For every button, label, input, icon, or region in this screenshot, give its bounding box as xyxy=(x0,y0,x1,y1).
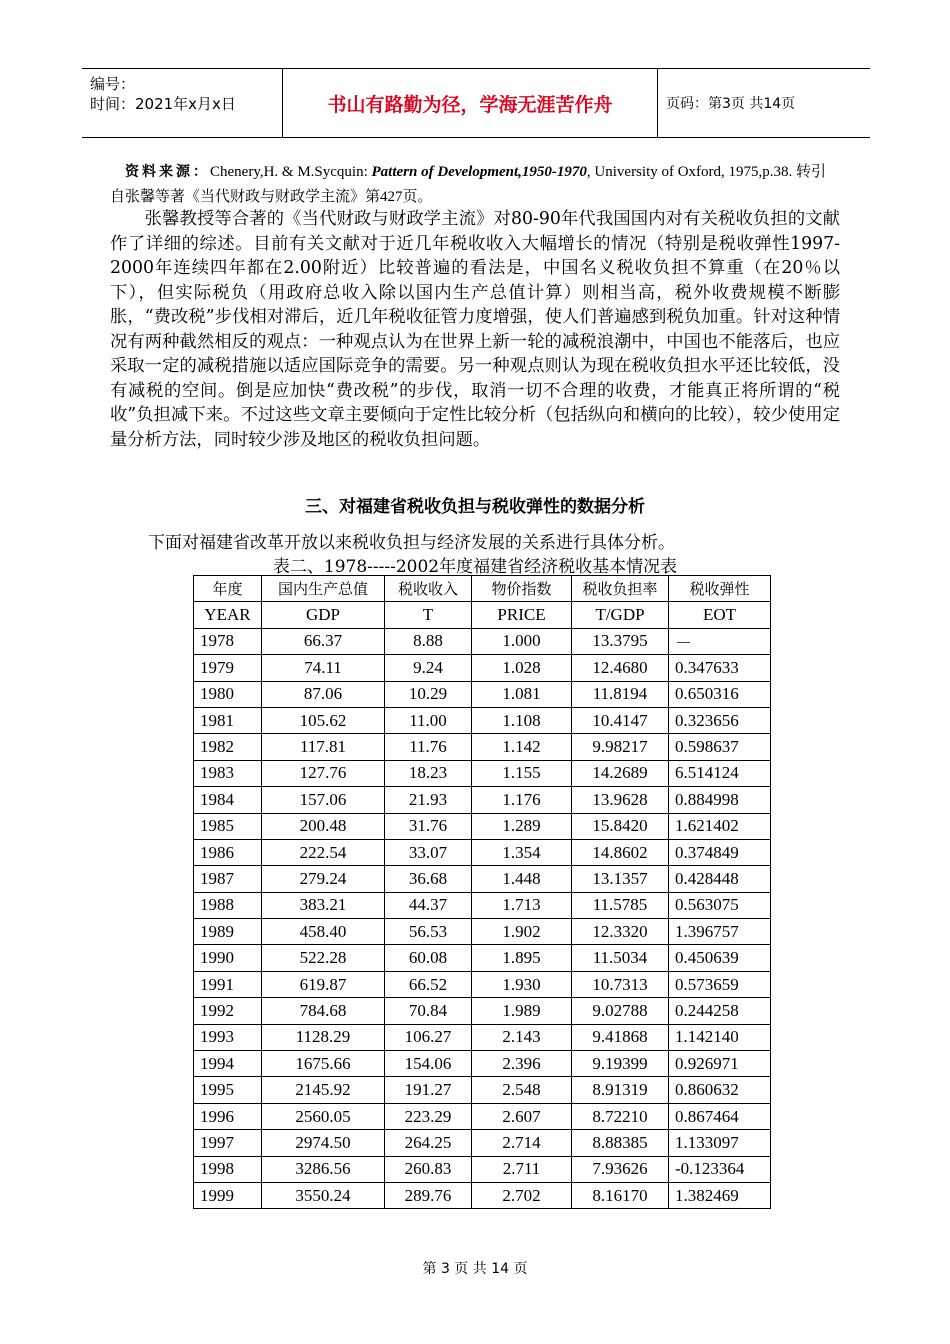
table-cell: 1.930 xyxy=(472,971,572,997)
table-cell: 0.563075 xyxy=(669,892,771,918)
table-row xyxy=(194,1103,771,1129)
table-cell: 0.598637 xyxy=(669,734,771,760)
table-cell: 87.06 xyxy=(262,681,385,707)
table-cell: 8.72210 xyxy=(572,1103,669,1129)
table-cell: 1.142140 xyxy=(669,1024,771,1050)
table-cell: 1.155 xyxy=(472,760,572,786)
table-cell: 2.143 xyxy=(472,1024,572,1050)
table-cell: 1990 xyxy=(194,945,262,971)
table-row xyxy=(194,919,771,945)
table-cell: 9.41868 xyxy=(572,1024,669,1050)
header-cell: 税收负担率 xyxy=(572,576,669,602)
table-cell: 1.289 xyxy=(472,813,572,839)
table-row xyxy=(194,839,771,865)
header-cell: 税收弹性 xyxy=(669,576,771,602)
table-cell: 74.11 xyxy=(262,655,385,681)
header-motto: 书山有路勤为径，学海无涯苦作舟 xyxy=(283,69,658,137)
table-cell: 1.142 xyxy=(472,734,572,760)
table-cell: 383.21 xyxy=(262,892,385,918)
table-cell: 10.4147 xyxy=(572,707,669,733)
table-cell: 1.133097 xyxy=(669,1130,771,1156)
table-cell: 522.28 xyxy=(262,945,385,971)
table-cell: 1.028 xyxy=(472,655,572,681)
table-cell: 1995 xyxy=(194,1077,262,1103)
table-cell: 2974.50 xyxy=(262,1130,385,1156)
table-cell: 127.76 xyxy=(262,760,385,786)
table-cell: 13.1357 xyxy=(572,866,669,892)
table-cell: 0.860632 xyxy=(669,1077,771,1103)
table-cell: 1.448 xyxy=(472,866,572,892)
table-cell: 60.08 xyxy=(385,945,472,971)
intro-text: 下面对福建省改革开放以来税收负担与经济发展的关系进行具体分析。 xyxy=(148,533,675,553)
table-cell: 9.19399 xyxy=(572,1051,669,1077)
table-cell: 1997 xyxy=(194,1130,262,1156)
table-cell: 56.53 xyxy=(385,919,472,945)
table-cell: 1982 xyxy=(194,734,262,760)
table-cell: 1.895 xyxy=(472,945,572,971)
section-title: 三、对福建省税收负担与税收弹性的数据分析 xyxy=(305,497,645,517)
table-cell: 10.7313 xyxy=(572,971,669,997)
table-cell: 0.323656 xyxy=(669,707,771,733)
table-cell: 2.607 xyxy=(472,1103,572,1129)
header-cell: 国内生产总值 xyxy=(262,576,385,602)
table-cell: 11.5034 xyxy=(572,945,669,971)
table-cell: 0.926971 xyxy=(669,1051,771,1077)
table-cell: 3550.24 xyxy=(262,1182,385,1208)
table-row xyxy=(194,1077,771,1103)
table-cell: 279.24 xyxy=(262,866,385,892)
table-cell: 8.88 xyxy=(385,628,472,654)
table-row xyxy=(194,734,771,760)
header-cell: EOT xyxy=(669,602,771,628)
table-cell: 1998 xyxy=(194,1156,262,1182)
table-cell: 18.23 xyxy=(385,760,472,786)
source-label: 资料来源： xyxy=(125,164,210,180)
table-cell: 14.2689 xyxy=(572,760,669,786)
table-cell: 1.081 xyxy=(472,681,572,707)
header-cell: T xyxy=(385,602,472,628)
table-cell: 11.8194 xyxy=(572,681,669,707)
source-rest: , University of Oxford, 1975,p.38. 转引自张馨等著《当代财政与财政学主流》第427页。 xyxy=(110,164,827,205)
header-cell: 物价指数 xyxy=(472,576,572,602)
table-cell: 9.24 xyxy=(385,655,472,681)
table-row xyxy=(194,892,771,918)
header-page-info: 页码：第3页 共14页 xyxy=(666,96,796,112)
table-cell: 13.3795 xyxy=(572,628,669,654)
table-cell: 1128.29 xyxy=(262,1024,385,1050)
body-paragraph: 张馨教授等合著的《当代财政与财政学主流》对80-90年代我国国内对有关税收负担的文献作了详细的综述。目前有关文献对于近几年税收收入大幅增长的情况（特别是税收弹性1997-2000年连续四年都在2.00附近）比较普遍的看法是，中国名义税收负担不算重（在20％以下），但实际税负（用政府总收入除以国内生产总值计算）则相当高，税外收费规模不断膨胀，“费改税”步伐相对滞后，近几年税收征管力度增强，使人们普遍感到税负加重。针对这种情况有两种截然相反的观点：一种观点认为在世界上新一轮的减税浪潮中，中国也不能落后，也应采取一定的减税措施以适应国际竞争的需要。另一种观点则认为现在税收负担水平还比较低，没有减税的空间。倒是应加快“费改税”的步伐，取消一切不合理的收费，才能真正将所谓的“税收”负担减下来。不过这些文章主要倾向于定性比较分析（包括纵向和横向的比较），较少使用定量分析方法，同时较少涉及地区的税收负担问题。 xyxy=(110,209,840,450)
table-cell: 1978 xyxy=(194,628,262,654)
table-cell: 2.396 xyxy=(472,1051,572,1077)
table-cell: 1984 xyxy=(194,787,262,813)
table-cell: 223.29 xyxy=(385,1103,472,1129)
table-cell: 13.9628 xyxy=(572,787,669,813)
table-header-en xyxy=(194,602,771,628)
table-cell: 70.84 xyxy=(385,998,472,1024)
table-cell: 14.8602 xyxy=(572,839,669,865)
table-cell: 12.4680 xyxy=(572,655,669,681)
header-meta xyxy=(82,69,283,137)
table-cell: 15.8420 xyxy=(572,813,669,839)
header-time: 时间：2021年x月x日 xyxy=(90,95,236,113)
table-cell: 3286.56 xyxy=(262,1156,385,1182)
table-cell: 33.07 xyxy=(385,839,472,865)
table-cell: 1.621402 xyxy=(669,813,771,839)
header-cell: 年度 xyxy=(194,576,262,602)
table-cell: 1986 xyxy=(194,839,262,865)
table-cell: 1996 xyxy=(194,1103,262,1129)
header-cell: PRICE xyxy=(472,602,572,628)
header-number: 编号： xyxy=(90,75,136,93)
table-row xyxy=(194,971,771,997)
table-body xyxy=(194,628,771,1209)
table-cell: 11.00 xyxy=(385,707,472,733)
table-cell: 2560.05 xyxy=(262,1103,385,1129)
table-cell: 66.37 xyxy=(262,628,385,654)
table-row xyxy=(194,681,771,707)
table-cell: 8.91319 xyxy=(572,1077,669,1103)
table-cell: 0.573659 xyxy=(669,971,771,997)
table-cell: 2.714 xyxy=(472,1130,572,1156)
source-authors: Chenery,H. & M.Sycquin: xyxy=(210,164,372,180)
table-cell: 260.83 xyxy=(385,1156,472,1182)
table-row xyxy=(194,628,771,654)
table-cell: 200.48 xyxy=(262,813,385,839)
table-cell: 0.450639 xyxy=(669,945,771,971)
table-cell: 10.29 xyxy=(385,681,472,707)
header-cell: GDP xyxy=(262,602,385,628)
table-cell: 1985 xyxy=(194,813,262,839)
table-cell: 1994 xyxy=(194,1051,262,1077)
tax-data-table xyxy=(193,575,771,1209)
table-cell: 784.68 xyxy=(262,998,385,1024)
table-cell: 1980 xyxy=(194,681,262,707)
table-caption: 表二、1978-----2002年度福建省经济税收基本情况表 xyxy=(272,557,678,577)
table-cell: 0.374849 xyxy=(669,839,771,865)
table-cell: 1992 xyxy=(194,998,262,1024)
table-cell: 1.713 xyxy=(472,892,572,918)
table-cell: 1981 xyxy=(194,707,262,733)
table-cell: 11.76 xyxy=(385,734,472,760)
table-cell: -0.123364 xyxy=(669,1156,771,1182)
table-cell: 66.52 xyxy=(385,971,472,997)
table-cell: 2.702 xyxy=(472,1182,572,1208)
table-cell: 0.244258 xyxy=(669,998,771,1024)
table-cell: 31.76 xyxy=(385,813,472,839)
table-cell: 157.06 xyxy=(262,787,385,813)
table-cell: 1999 xyxy=(194,1182,262,1208)
table-cell: 222.54 xyxy=(262,839,385,865)
table-row xyxy=(194,1182,771,1208)
table-row xyxy=(194,813,771,839)
header-cell: YEAR xyxy=(194,602,262,628)
table-cell: 1983 xyxy=(194,760,262,786)
table-cell: 11.5785 xyxy=(572,892,669,918)
table-cell: 7.93626 xyxy=(572,1156,669,1182)
table-row xyxy=(194,945,771,971)
table-header-cn xyxy=(194,576,771,602)
page-footer: 第 3 页 共 14 页 xyxy=(422,1261,528,1277)
table-row xyxy=(194,787,771,813)
table-cell: 264.25 xyxy=(385,1130,472,1156)
table-cell: 458.40 xyxy=(262,919,385,945)
table-cell: 1675.66 xyxy=(262,1051,385,1077)
table-cell: 8.88385 xyxy=(572,1130,669,1156)
table-cell: 9.98217 xyxy=(572,734,669,760)
table-cell: 289.76 xyxy=(385,1182,472,1208)
table-cell: － xyxy=(669,628,771,654)
table-cell: 44.37 xyxy=(385,892,472,918)
table-cell: 9.02788 xyxy=(572,998,669,1024)
source-citation xyxy=(110,160,840,210)
table-cell: 191.27 xyxy=(385,1077,472,1103)
table-row xyxy=(194,655,771,681)
table-cell: 1987 xyxy=(194,866,262,892)
table-row xyxy=(194,707,771,733)
table-cell: 1989 xyxy=(194,919,262,945)
table-cell: 0.884998 xyxy=(669,787,771,813)
table-row xyxy=(194,866,771,892)
table-cell: 1.000 xyxy=(472,628,572,654)
table-cell: 0.428448 xyxy=(669,866,771,892)
table-cell: 1.382469 xyxy=(669,1182,771,1208)
table-cell: 0.650316 xyxy=(669,681,771,707)
table-cell: 2.711 xyxy=(472,1156,572,1182)
table-cell: 117.81 xyxy=(262,734,385,760)
header-cell: T/GDP xyxy=(572,602,669,628)
table-cell: 8.16170 xyxy=(572,1182,669,1208)
table-cell: 1991 xyxy=(194,971,262,997)
table-cell: 1979 xyxy=(194,655,262,681)
table-cell: 1.396757 xyxy=(669,919,771,945)
table-cell: 1993 xyxy=(194,1024,262,1050)
table-cell: 1.902 xyxy=(472,919,572,945)
table-row xyxy=(194,998,771,1024)
table-cell: 1.176 xyxy=(472,787,572,813)
table-row xyxy=(194,760,771,786)
table-cell: 1.989 xyxy=(472,998,572,1024)
table-cell: 154.06 xyxy=(385,1051,472,1077)
table-cell: 105.62 xyxy=(262,707,385,733)
table-cell: 2145.92 xyxy=(262,1077,385,1103)
table-cell: 12.3320 xyxy=(572,919,669,945)
table-row xyxy=(194,1130,771,1156)
table-cell: 619.87 xyxy=(262,971,385,997)
header-cell: 税收收入 xyxy=(385,576,472,602)
table-cell: 0.347633 xyxy=(669,655,771,681)
table-row xyxy=(194,1156,771,1182)
table-row xyxy=(194,1051,771,1077)
table-cell: 1988 xyxy=(194,892,262,918)
table-cell: 0.867464 xyxy=(669,1103,771,1129)
table-cell: 1.354 xyxy=(472,839,572,865)
table-cell: 6.514124 xyxy=(669,760,771,786)
table-cell: 21.93 xyxy=(385,787,472,813)
table-cell: 1.108 xyxy=(472,707,572,733)
source-title: Pattern of Development,1950-1970 xyxy=(371,164,587,180)
table-cell: 106.27 xyxy=(385,1024,472,1050)
table-cell: 36.68 xyxy=(385,866,472,892)
page-header xyxy=(82,68,870,138)
table-cell: 2.548 xyxy=(472,1077,572,1103)
table-row xyxy=(194,1024,771,1050)
